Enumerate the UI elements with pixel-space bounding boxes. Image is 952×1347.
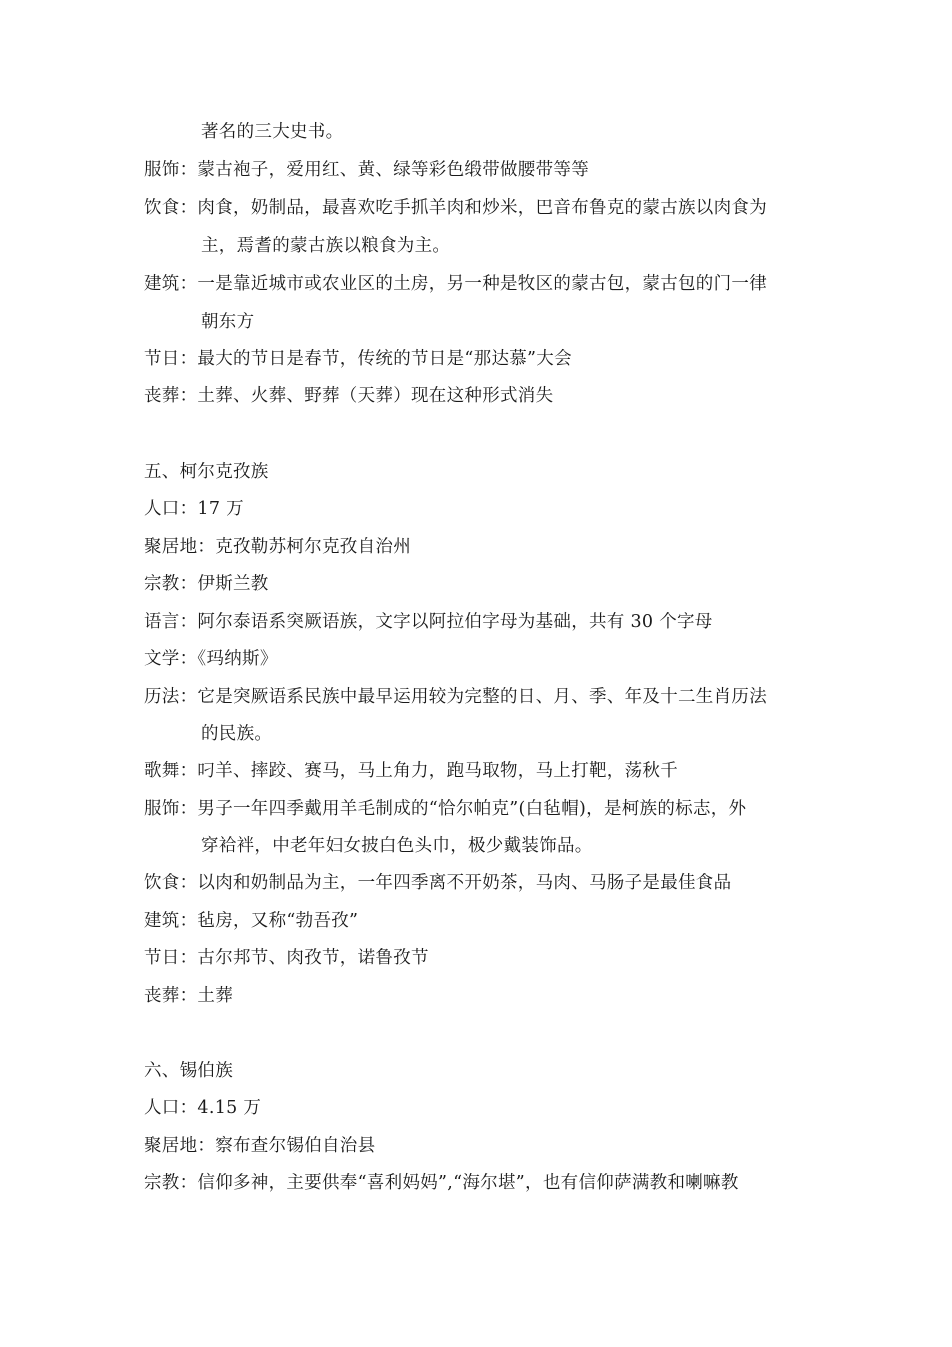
text-line-mongol-architecture: 建筑：一是靠近城市或农业区的土房，另一种是牧区的蒙古包，蒙古包的门一律 [144, 274, 767, 294]
text-line-kirgiz-diet: 饮食：以肉和奶制品为主，一年四季离不开奶茶，马肉、马肠子是最佳食品 [144, 873, 732, 893]
text-line-mongol-history-cont: 著名的三大史书。 [201, 122, 344, 142]
text-line-mongol-diet: 饮食：肉食，奶制品，最喜欢吃手抓羊肉和炒米，巴音布鲁克的蒙古族以肉食为 [144, 198, 767, 218]
text-line-xibe-residence: 聚居地：察布查尔锡伯自治县 [144, 1136, 376, 1156]
text-line-xibe-population: 人口：4.15 万 [144, 1098, 262, 1118]
text-line-kirgiz-clothing-cont: 穿袷袢，中老年妇女披白色头巾，极少戴装饰品。 [201, 836, 593, 856]
text-line-kirgiz-population: 人口：17 万 [144, 499, 244, 519]
text-line-xibe-religion: 宗教：信仰多神，主要供奉“喜利妈妈”,“海尔堪”，也有信仰萨满教和喇嘛教 [144, 1173, 739, 1193]
text-line-kirgiz-language: 语言：阿尔泰语系突厥语族，文字以阿拉伯字母为基础，共有 30 个字母 [144, 612, 713, 632]
text-line-mongol-diet-cont: 主，焉耆的蒙古族以粮食为主。 [201, 236, 451, 256]
section-heading-kirgiz: 五、柯尔克孜族 [144, 462, 269, 482]
text-line-kirgiz-festival: 节日：古尔邦节、肉孜节，诺鲁孜节 [144, 948, 429, 968]
text-line-mongol-funeral: 丧葬：土葬、火葬、野葬（天葬）现在这种形式消失 [144, 386, 554, 406]
text-line-kirgiz-clothing: 服饰：男子一年四季戴用羊毛制成的“恰尔帕克”(白毡帽)，是柯族的标志，外 [144, 799, 747, 819]
text-line-mongol-clothing: 服饰：蒙古袍子，爱用红、黄、绿等彩色缎带做腰带等等 [144, 160, 589, 180]
text-line-kirgiz-dance: 歌舞：叼羊、摔跤、赛马，马上角力，跑马取物，马上打靶，荡秋千 [144, 761, 678, 781]
text-line-kirgiz-literature: 文学：《玛纳斯》 [144, 649, 278, 669]
text-line-mongol-festival: 节日：最大的节日是春节，传统的节日是“那达慕”大会 [144, 349, 572, 369]
text-line-kirgiz-religion: 宗教：伊斯兰教 [144, 574, 269, 594]
text-line-kirgiz-calendar-cont: 的民族。 [201, 724, 273, 744]
text-line-kirgiz-residence: 聚居地：克孜勒苏柯尔克孜自治州 [144, 537, 411, 557]
section-heading-xibe: 六、锡伯族 [144, 1061, 233, 1081]
text-line-mongol-architecture-cont: 朝东方 [201, 312, 255, 332]
text-line-kirgiz-funeral: 丧葬：土葬 [144, 986, 233, 1006]
text-line-kirgiz-architecture: 建筑：毡房，又称“勃吾孜” [144, 911, 359, 931]
text-line-kirgiz-calendar: 历法：它是突厥语系民族中最早运用较为完整的日、月、季、年及十二生肖历法 [144, 687, 767, 707]
